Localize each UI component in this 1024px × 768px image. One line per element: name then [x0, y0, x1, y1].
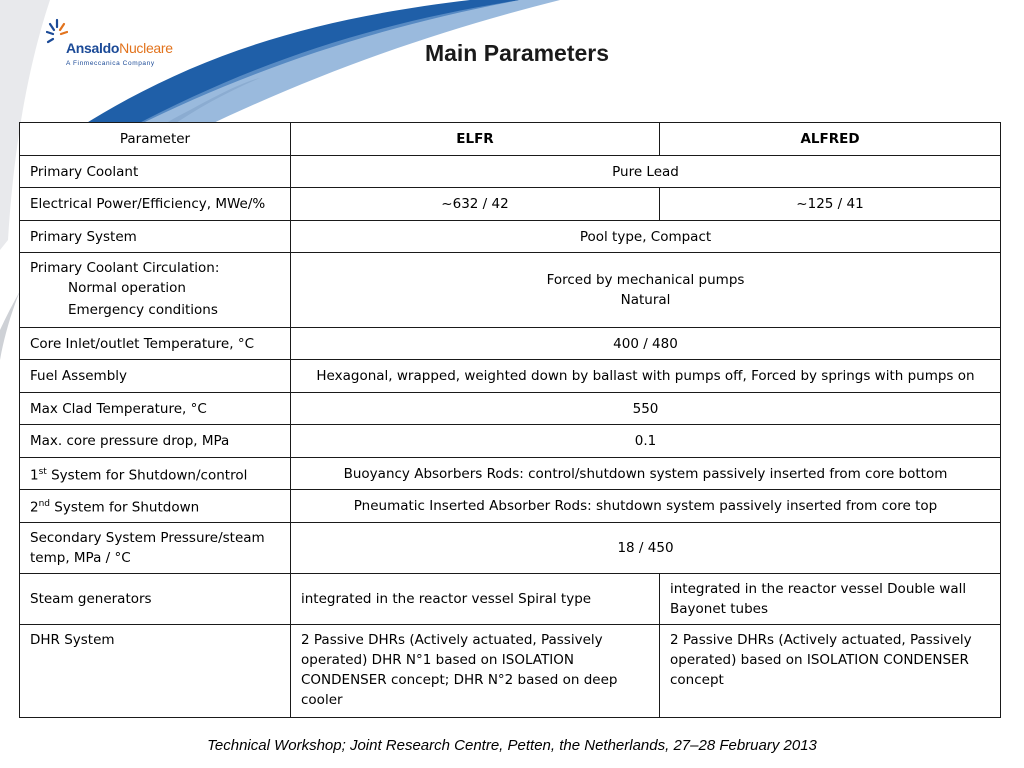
row-label: Electrical Power/Efficiency, MWe/% [20, 188, 291, 221]
brand-name-part2: Nucleare [119, 40, 173, 56]
row-label-sub1: Normal operation [68, 280, 186, 296]
row-value: Buoyancy Absorbers Rods: control/shutdown system passively inserted from core bottom [291, 458, 1001, 490]
row-label: Max Clad Temperature, °C [20, 393, 291, 425]
table-row [20, 156, 1001, 188]
row-label-main: Primary Coolant Circulation: [30, 260, 220, 276]
table-row [20, 625, 1001, 718]
brand-name [66, 40, 173, 56]
table-row [20, 490, 1001, 523]
table-row [20, 188, 1001, 221]
table-row [20, 458, 1001, 490]
row-value-elfr: 2 Passive DHRs (Actively actuated, Passively operated) DHR N°1 based on ISOLATION CONDENSER concept; DHR N°2 based on deep cooler [291, 625, 660, 718]
table-row [20, 360, 1001, 393]
table-row [20, 328, 1001, 360]
row-value: Pure Lead [291, 156, 1001, 188]
row-value: 400 / 480 [291, 328, 1001, 360]
row-label: DHR System [20, 625, 291, 718]
table-row [20, 523, 1001, 574]
row-label-sub2: Emergency conditions [68, 302, 218, 318]
row-value-line1: Forced by mechanical pumps [546, 272, 745, 288]
row-label [20, 490, 291, 523]
row-value-elfr: integrated in the reactor vessel Spiral type [291, 574, 660, 625]
header-alfred: ALFRED [660, 123, 1001, 156]
header-parameter: Parameter [20, 123, 291, 156]
row-label: Steam generators [20, 574, 291, 625]
header-elfr: ELFR [291, 123, 660, 156]
row-label: Max. core pressure drop, MPa [20, 425, 291, 458]
row-label-rest: System for Shutdown/control [46, 467, 248, 484]
row-value-alfred: integrated in the reactor vessel Double wall Bayonet tubes [660, 574, 1001, 625]
row-value [291, 253, 1001, 328]
row-value: 18 / 450 [291, 523, 1001, 574]
row-label: Fuel Assembly [20, 360, 291, 393]
table-row [20, 221, 1001, 253]
row-label: Primary System [20, 221, 291, 253]
row-label: Primary Coolant [20, 156, 291, 188]
brand-tagline: A Finmeccanica Company [66, 60, 155, 67]
row-value: Hexagonal, wrapped, weighted down by ballast with pumps off, Forced by springs with pumps on [291, 360, 1001, 393]
table-row [20, 393, 1001, 425]
row-label [20, 458, 291, 490]
ordinal-suffix: st [38, 466, 47, 477]
row-label: Secondary System Pressure/steam temp, MPa / °C [20, 523, 291, 574]
parameters-table [19, 122, 1001, 718]
ordinal-number: 2 [30, 499, 39, 516]
row-value: 0.1 [291, 425, 1001, 458]
row-label [20, 253, 291, 328]
row-value-elfr: ~632 / 42 [291, 188, 660, 221]
row-value: 550 [291, 393, 1001, 425]
table-row [20, 425, 1001, 458]
row-value-line2: Natural [620, 292, 671, 308]
brand-name-part1: Ansaldo [66, 40, 120, 56]
ansaldo-logo-mark [46, 18, 68, 54]
ordinal-number: 1 [30, 467, 39, 484]
row-value-alfred: 2 Passive DHRs (Actively actuated, Passively operated) based on ISOLATION CONDENSER concept [660, 625, 1001, 718]
table-row [20, 253, 1001, 328]
table-header-row [20, 123, 1001, 156]
ordinal-suffix: nd [38, 499, 51, 510]
row-value: Pool type, Compact [291, 221, 1001, 253]
row-label-rest: System for Shutdown [50, 499, 200, 516]
row-value-alfred: ~125 / 41 [660, 188, 1001, 221]
row-value: Pneumatic Inserted Absorber Rods: shutdown system passively inserted from core top [291, 490, 1001, 523]
table-row [20, 574, 1001, 625]
footer-caption: Technical Workshop; Joint Research Centre, Petten, the Netherlands, 27–28 February 2013 [207, 737, 817, 754]
slide-title: Main Parameters [424, 40, 610, 66]
row-label: Core Inlet/outlet Temperature, °C [20, 328, 291, 360]
